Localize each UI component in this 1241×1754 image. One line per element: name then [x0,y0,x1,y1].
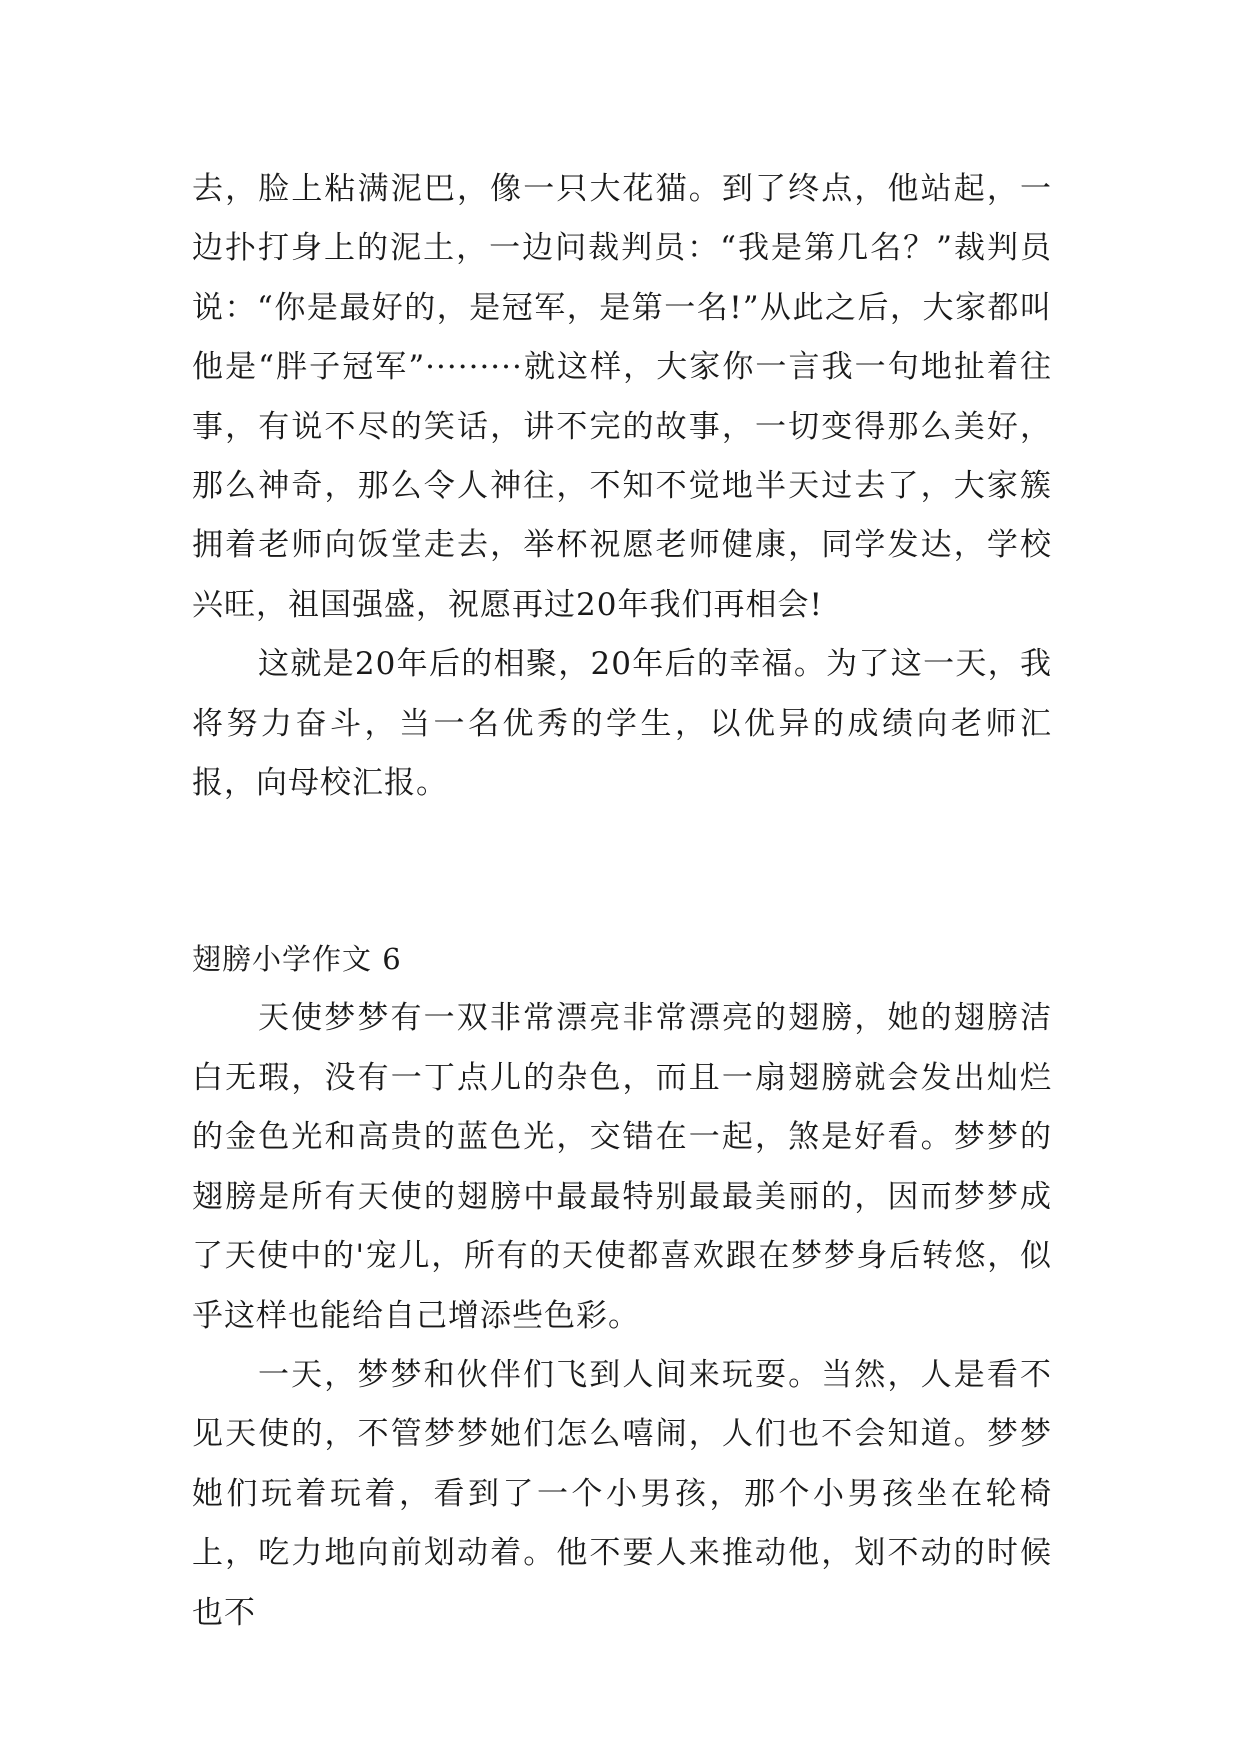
paragraph-continued: 去，脸上粘满泥巴，像一只大花猫。到了终点，他站起，一边扑打身上的泥土，一边问裁判员：“我是第几名？”裁判员说：“你是最好的，是冠军，是第一名!”从此之后，大家都叫他是“胖子冠军”·········就这样，大家你一言我一句地扯着往事，有说不尽的笑话，讲不完的故事，一切变得那么美好，那么神奇，那么令人神往，不知不觉地半天过去了，大家簇拥着老师向饭堂走去，举杯祝愿老师健康，同学发达，学校兴旺，祖国强盛，祝愿再过20年我们再相会! [192,171,1052,623]
paragraph-conclusion: 这就是20年后的相聚，20年后的幸福。为了这一天，我将努力奋斗，当一名优秀的学生，以优异的成绩向老师汇报，向母校汇报。 [192,646,1052,802]
section-title: 翅膀小学作文 6 [192,942,402,977]
document-body [192,160,1052,1643]
paragraph-human-world: 一天，梦梦和伙伴们飞到人间来玩耍。当然，人是看不见天使的，不管梦梦她们怎么嘻闹，人们也不会知道。梦梦她们玩着玩着，看到了一个小男孩，那个小男孩坐在轮椅上，吃力地向前划动着。他不要人来推动他，划不动的时候也不 [192,1356,1052,1631]
section-gap [192,813,1052,931]
paragraph-angel-wings: 天使梦梦有一双非常漂亮非常漂亮的翅膀，她的翅膀洁白无瑕，没有一丁点儿的杂色，而且一扇翅膀就会发出灿烂的金色光和高贵的蓝色光，交错在一起，煞是好看。梦梦的翅膀是所有天使的翅膀中最最特别最最美丽的，因而梦梦成了天使中的'宠儿，所有的天使都喜欢跟在梦梦身后转悠，似乎这样也能给自己增添些色彩。 [192,1000,1052,1334]
